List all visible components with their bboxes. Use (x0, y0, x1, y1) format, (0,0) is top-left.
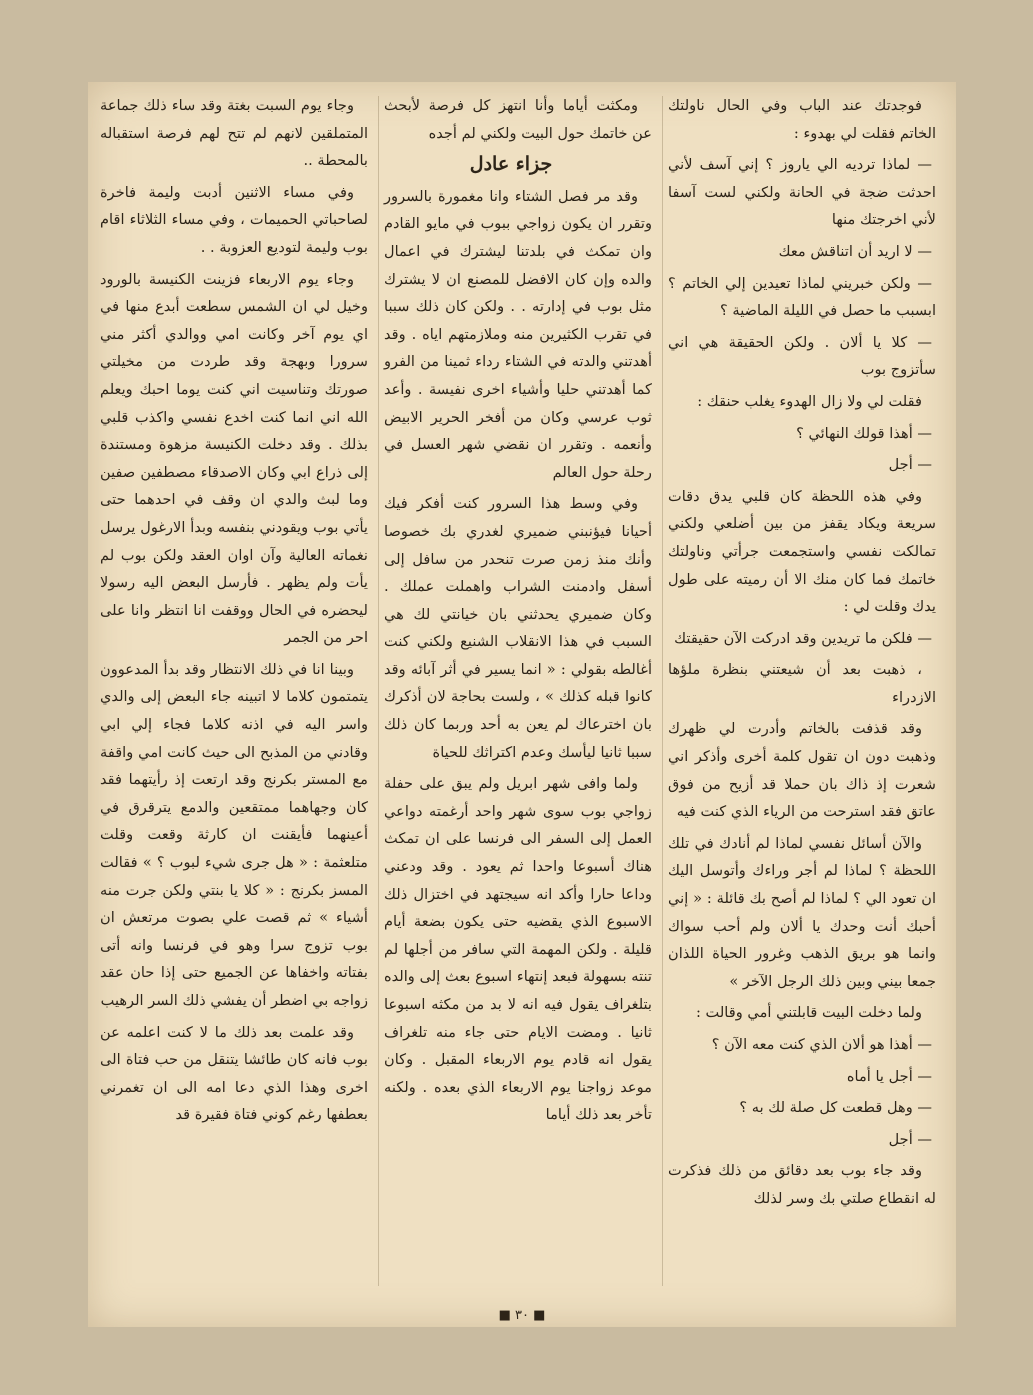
magazine-page (88, 82, 956, 1327)
paragraph: فوجدتك عند الباب وفي الحال ناولتك الخاتم فقلت لي بهدوء : (668, 97, 936, 142)
dialogue-line: — أجل يا أماه (846, 1067, 932, 1085)
paragraph: ومكثت أياما وأنا انتهز كل فرصة لأبحث عن خاتمك حول البيت ولكني لم أجده (384, 97, 652, 142)
dialogue-line: — ولكن خبريني لماذا تعيدين إلي الخاتم ؟ ابسبب ما حصل في الليلة الماضية ؟ (668, 274, 936, 320)
dialogue-line: — وهل قطعت كل صلة لك به ؟ (739, 1099, 932, 1117)
paragraph: ولما دخلت البيت قابلتني أمي وقالت : (695, 1004, 922, 1022)
text-column-left (100, 92, 368, 1133)
paragraph: وجاء يوم السبت بغتة وقد ساء ذلك جماعة المتملقين لانهم لم تتح لهم فرصة استقباله بالمحطة .. (100, 97, 368, 170)
paragraph: وقد علمت بعد ذلك ما لا كنت اعلمه عن بوب فانه كان طائشا يتنقل من حب فتاة الى اخرى وهذا الذي دعا امه الى ان تغمرني بعطفها رغم كوني فتاة فقيرة قد (100, 1023, 368, 1124)
dialogue-line: — كلا يا ألان . ولكن الحقيقة هي اني سأتزوج بوب (668, 333, 936, 379)
column-divider (662, 96, 663, 1286)
paragraph: ولما وافى شهر ابريل ولم يبق على حفلة زواجي بوب سوى شهر واحد أرغمته دواعي العمل إلى السفر الى فرنسا على ان تمكث هناك أسبوعا واحدا ثم يعود . وقد ودعني وداعا حارا وأكد انه سيجتهد في اختزال ذلك الاسبوع الذي يقضيه حتى يكون بضعة أيام قليلة . ولكن المهمة التي سافر من أجلها لم تنته بسهولة فبعد إنتهاء اسبوع بعث إلى والده بتلغراف يقول فيه انه لا بد من مكثه اسبوعا ثانيا . ومضت الايام حتى جاء منه تلغراف يقول انه قادم يوم الاربعاء المقبل . وكان موعد زواجنا يوم الاربعاء الذي بعده . ولكنه تأخر بعد ذلك أياما (384, 775, 652, 1124)
paragraph: وقد مر فصل الشتاء وانا مغمورة بالسرور وتقرر ان يكون زواجي ببوب في مايو القادم وان تمكث في بلدتنا ليشترك في اعمال والده وإن كان الافضل للمصنع ان لا يشترك مثل بوب في إدارته . . ولكن كان ذلك سببا في تقرب الكثيرين منه وملازمتهم اياه . وقد أهدتني والدته في الشتاء رداء ثمينا من الفرو كما أهدتني حليا وأشياء اخرى نفيسة . وأعد ثوب عرسي وكان من أفخر الحرير الابيض وأنعمه . وتقرر ان نقضي شهر العسل في رحلة حول العالم (384, 187, 652, 481)
dialogue-line: — أهذا هو ألان الذي كنت معه الآن ؟ (711, 1036, 932, 1053)
column-divider (378, 96, 379, 1286)
paragraph: فقلت لي ولا زال الهدوء يغلب حنقك : (697, 392, 922, 410)
paragraph: وفي مساء الاثنين أدبت وليمة فاخرة لصاحباتي الحميمات ، وفي مساء الثلاثاء اقام بوب وليمة لتوديع العزوبة . . (100, 183, 368, 256)
paragraph: وفي وسط هذا السرور كنت أفكر فيك أحيانا فيؤنبني ضميري لغدري بك خصوصا وأنك منذ زمن صرت تنحدر من سافل إلى أسفل وادمنت الشراب واهملت عملك . وكان ضميري يحدثني بان خيانتي لك هي السبب في هذا الانقلاب الشنيع ولكني كنت أغالطه بقولي : « انما يسير في أثر آبائه وقد كانوا قبله كذلك » ، ولست بحاجة لان أذكرك بان اخترعاك لم يعن به أحد وربما كان ذلك سببا ثانيا ليأسك وعدم اكتراثك للحياة (384, 495, 652, 761)
page-number: ■ ٣٠ ■ (498, 1308, 546, 1323)
dialogue-line: — أهذا قولك النهائي ؟ (796, 424, 932, 442)
paragraph: وقد جاء بوب بعد دقائق من ذلك فذكرت له انقطاع صلتي بك وسر لذلك (668, 1162, 936, 1207)
paragraph: والآن أسائل نفسي لماذا لم أنادك في تلك اللحظة ؟ لماذا لم أجر وراءك وأتوسل اليك ان تعود الي ؟ لماذا لم أصح بك قائلة : « إني أحبك أنت وحدك يا ألان ولم أحب سواك وانما هو بريق الذهب وغرور الحياة اللذان جمعا بيني وبين ذلك الرجل الآخر » (668, 834, 936, 990)
dialogue-line: — لماذا ترديه الي ياروز ؟ إني آسف لأني احدثت ضجة في الحانة ولكني لست آسفا لأني اخرجتك منها (668, 156, 936, 229)
dialogue-line: — أجل (888, 1130, 932, 1148)
paragraph: وقد قذفت بالخاتم وأدرت لي ظهرك وذهبت دون ان تقول كلمة أخرى وأذكر اني شعرت إذ ذاك بان حملا قد أزيح من فوق عاتق فقد استرحت من الرياء الذي كنت فيه (668, 720, 936, 821)
paragraph: وفي هذه اللحظة كان قلبي يدق دقات سريعة ويكاد يقفز من بين أضلعي ولكني تمالكت نفسي واستجمعت جرأتي وناولتك خاتمك فما كان منك الا أن رميته على طول يدك وقلت لي : (668, 487, 936, 616)
dialogue-line: — لا اريد أن اتناقش معك (778, 242, 932, 260)
paragraph: وجاء يوم الاربعاء فزينت الكنيسة بالورود وخيل لي ان الشمس سطعت أبدع منها في اي يوم آخر وكانت امي ووالدي أكثر مني سرورا وبهجة وقد طردت من مخيلتي صورتك وتناسيت اني كنت يوما احبك ويعلم الله اني انما كنت اخدع نفسي واكذب قلبي بذلك . وقد دخلت الكنيسة مزهوة ومستندة إلى ذراع ابي وكان الاصدقاء مصطفين صفين وما لبث والدي ان وقف في احدهما حتى يأتي بوب ويقودني بنفسه وبدأ الارغول يرسل نغماته العالية وآن اوان العقد ولكن بوب لم يأت ولم يظهر . فأرسل البعض اليه رسولا ليحضره في الحال ووقفت انا انتظر وانا على احر من الجمر (100, 270, 368, 647)
dialogue-line: — فلكن ما تريدين وقد ادركت الآن حقيقتك (674, 629, 932, 647)
text-column-right (668, 92, 936, 1217)
section-heading: جزاء عادل (469, 153, 553, 176)
dialogue-line: — أجل (888, 456, 932, 474)
text-column-middle (384, 92, 652, 1133)
paragraph: ، ذهبت بعد أن شيعتني بنظرة ملؤها الازدراء (668, 661, 936, 706)
paragraph: وبينا انا في ذلك الانتظار وقد بدأ المدعوون يتمتمون كلاما لا اتبينه جاء البعض إلى والدي واسر اليه في اذنه كلاما فجاء إلي ابي وقادني من المذبح الى حيث كانت امي واقفة مع المستر بكرنج وقد ارتعت إذ رأيتهما فقد كان وجهاهما ممتقعين والدمع يترقرق في أعينهما فأيقنت ان كارثة وقعت وقلت متلعثمة : « هل جرى شيء لبوب ؟ » فقالت المسز بكرنج : « كلا يا بنتي ولكن جرت منه أشياء » ثم قصت علي بصوت مرتعش ان بوب تزوج سرا وهو في فرنسا وانه أتى بفتاته واخفاها عن الجميع حتى إذا حان عقد زواجه بي اضطر أن يفشي ذلك السر الرهيب (100, 660, 368, 1009)
